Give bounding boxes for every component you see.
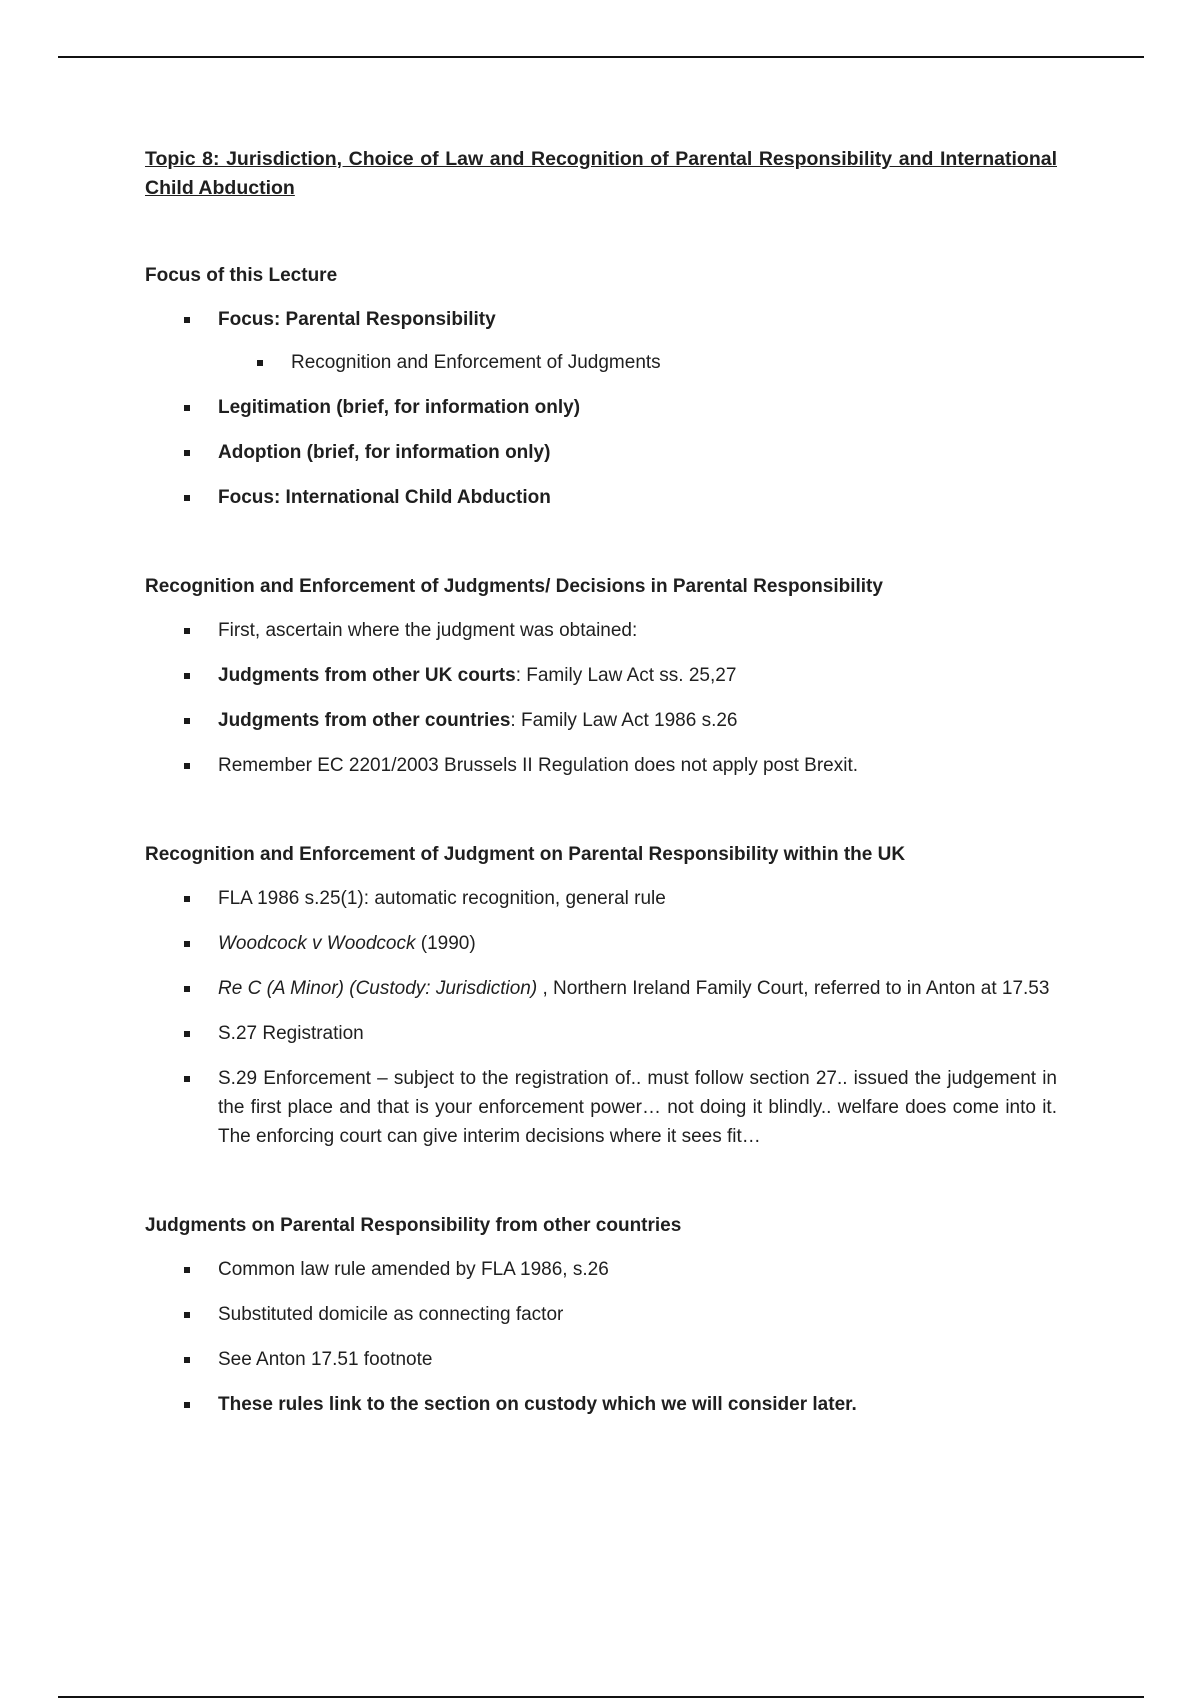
list-item: Focus: Parental Responsibility Recognition and Enforcement of Judgments <box>145 305 1057 377</box>
list-item: Judgments from other UK courts: Family Law Act ss. 25,27 <box>145 661 1057 690</box>
bullet-icon <box>257 360 263 366</box>
list-item: Re C (A Minor) (Custody: Jurisdiction) , Northern Ireland Family Court, referred to in Anton at 17.53 <box>145 974 1057 1003</box>
bullet-icon <box>184 1076 190 1082</box>
footer-rule <box>58 1696 1144 1698</box>
list-item: S.27 Registration <box>145 1019 1057 1048</box>
list-item: See Anton 17.51 footnote <box>145 1345 1057 1374</box>
bullet-icon <box>184 673 190 679</box>
list-item: Remember EC 2201/2003 Brussels II Regulation does not apply post Brexit. <box>145 751 1057 780</box>
bullet-icon <box>184 1312 190 1318</box>
bullet-icon <box>184 941 190 947</box>
list-item: FLA 1986 s.25(1): automatic recognition, general rule <box>145 884 1057 913</box>
bullet-icon <box>184 1357 190 1363</box>
bullet-icon <box>184 718 190 724</box>
bullet-icon <box>184 495 190 501</box>
section-heading: Judgments on Parental Responsibility from other countries <box>145 1215 682 1236</box>
section-heading: Recognition and Enforcement of Judgments/ Decisions in Parental Responsibility <box>145 576 883 597</box>
bullet-icon <box>184 1267 190 1273</box>
list-item: Judgments from other countries: Family Law Act 1986 s.26 <box>145 706 1057 735</box>
section-recognition <box>145 574 1057 780</box>
header-rule <box>58 56 1144 58</box>
bullet-icon <box>184 450 190 456</box>
bullet-icon <box>184 1402 190 1408</box>
list-item: These rules link to the section on custody which we will consider later. <box>145 1390 1057 1419</box>
list-item: Adoption (brief, for information only) <box>145 438 1057 467</box>
list-item: Substituted domicile as connecting factor <box>145 1300 1057 1329</box>
bullet-icon <box>184 317 190 323</box>
section-heading: Focus of this Lecture <box>145 265 338 286</box>
section-within-uk <box>145 842 1057 1151</box>
list-item: Recognition and Enforcement of Judgments <box>218 348 1057 377</box>
page-title: Topic 8: Jurisdiction, Choice of Law and Recognition of Parental Responsibility and International Child Abduction <box>145 148 1057 199</box>
bullet-icon <box>184 763 190 769</box>
bullet-icon <box>184 896 190 902</box>
bullet-icon <box>184 405 190 411</box>
bullet-icon <box>184 986 190 992</box>
list-item: S.29 Enforcement – subject to the registration of.. must follow section 27.. issued the judgement in the first place and that is your enforcement power… not doing it blindly.. welfare does come into it. The enforcing court can give interim decisions where it sees fit… <box>145 1064 1057 1151</box>
list-item: Legitimation (brief, for information only) <box>145 393 1057 422</box>
section-focus <box>145 263 1057 512</box>
list-item: Focus: International Child Abduction <box>145 483 1057 512</box>
document-body <box>145 145 1057 1419</box>
bullet-icon <box>184 1031 190 1037</box>
list-item: Woodcock v Woodcock (1990) <box>145 929 1057 958</box>
bullet-icon <box>184 628 190 634</box>
list-item: First, ascertain where the judgment was obtained: <box>145 616 1057 645</box>
section-other-countries <box>145 1213 1057 1419</box>
section-heading: Recognition and Enforcement of Judgment on Parental Responsibility within the UK <box>145 844 906 865</box>
list-item: Common law rule amended by FLA 1986, s.26 <box>145 1255 1057 1284</box>
